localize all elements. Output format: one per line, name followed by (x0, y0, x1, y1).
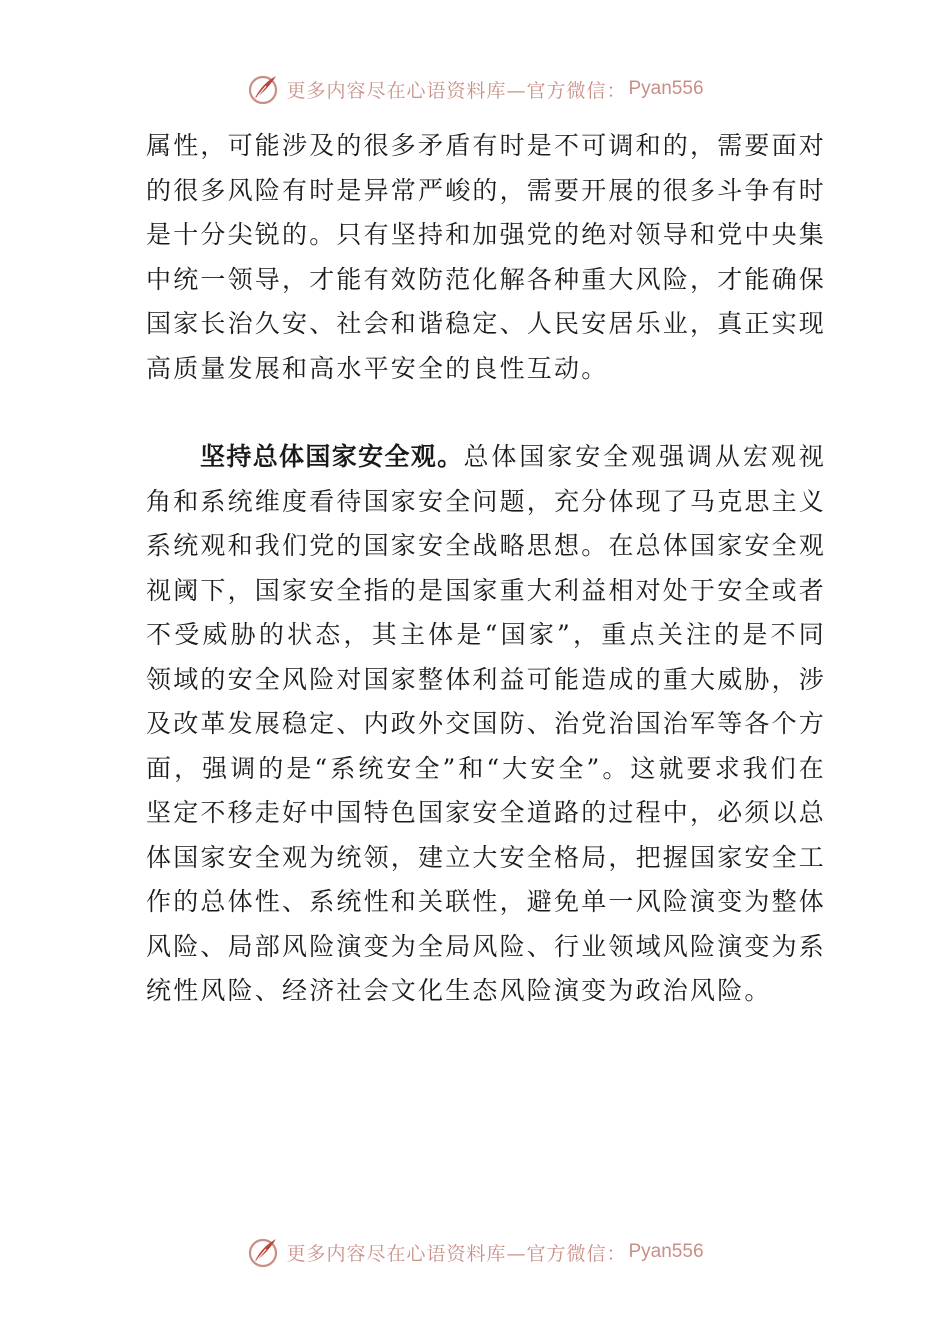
paragraph-security-concept (146, 435, 826, 1014)
watermark-text: 更多内容尽在心语资料库—官方微信： (286, 79, 627, 102)
footer-watermark (0, 1235, 950, 1269)
header-watermark (0, 72, 950, 106)
quill-seal-icon (246, 1235, 280, 1269)
watermark-text: 更多内容尽在心语资料库—官方微信： (286, 1242, 627, 1265)
document-body (146, 124, 826, 1014)
quill-seal-icon (246, 72, 280, 106)
paragraph-continued: 属性，可能涉及的很多矛盾有时是不可调和的，需要面对的很多风险有时是异常严峻的，需要开展的很多斗争有时是十分尖锐的。只有坚持和加强党的绝对领导和党中央集中统一领导，才能有效防范化解各种重大风险，才能确保国家长治久安、社会和谐稳定、人民安居乐业，真正实现高质量发展和高水平安全的良性互动。 (146, 131, 827, 383)
watermark-wechat-id: Pyan556 (628, 1241, 704, 1262)
paragraph-lead-heading: 坚持总体国家安全观。 (200, 442, 464, 471)
watermark-wechat-id: Pyan556 (628, 78, 704, 99)
paragraph-body: 总体国家安全观强调从宏观视角和系统维度看待国家安全问题，充分体现了马克思主义系统观和我们党的国家安全战略思想。在总体国家安全观视阈下，国家安全指的是国家重大利益相对处于安全或者不受威胁的状态，其主体是“国家”，重点关注的是不同领域的安全风险对国家整体利益可能造成的重大威胁，涉及改革发展稳定、内政外交国防、治党治国治军等各个方面，强调的是“系统安全”和“大安全”。这就要求我们在坚定不移走好中国特色国家安全道路的过程中，必须以总体国家安全观为统领，建立大安全格局，把握国家安全工作的总体性、系统性和关联性，避免单一风险演变为整体风险、局部风险演变为全局风险、行业领域风险演变为系统性风险、经济社会文化生态风险演变为政治风险。 (146, 442, 827, 1005)
